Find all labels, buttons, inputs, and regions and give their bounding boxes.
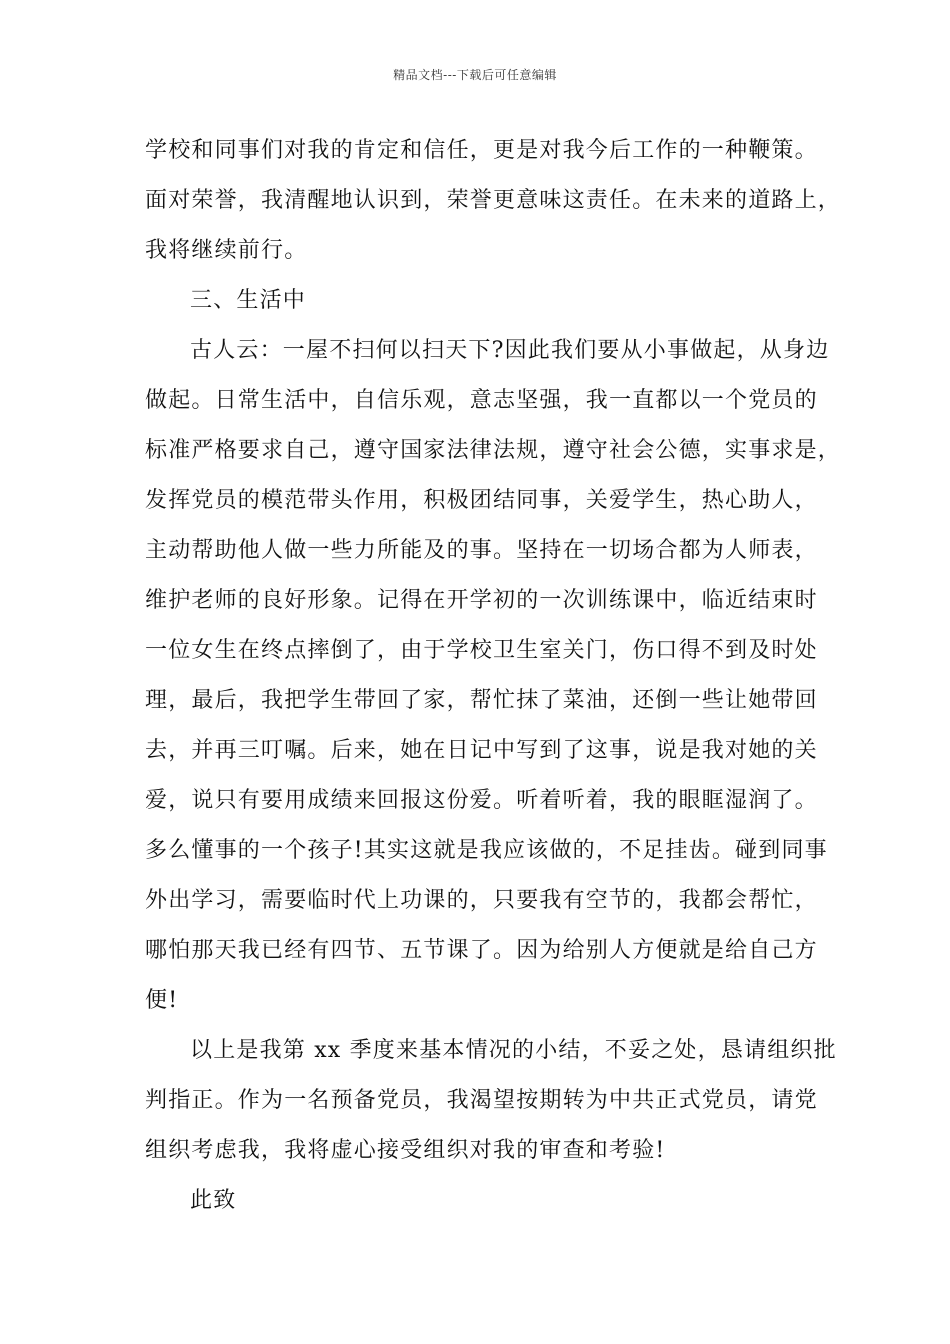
body-line: 维护老师的良好形象。记得在开学初的一次训练课中，临近结束时 [145,588,818,613]
section-heading: 三、生活中 [190,288,307,313]
body-line: 我将继续前行。 [145,238,308,263]
body-line: 判指正。作为一名预备党员，我渴望按期转为中共正式党员，请党 [145,1088,818,1113]
body-line: 标准严格要求自己，遵守国家法律法规，遵守社会公德，实事求是， [145,438,842,463]
page-header: 精品文档---下载后可任意编辑 [393,68,557,82]
body-line: 去，并再三叮嘱。后来，她在日记中写到了这事，说是我对她的关 [145,738,818,763]
body-line: 哪怕那天我已经有四节、五节课了。因为给别人方便就是给自己方 [145,938,818,963]
body-line: 发挥党员的模范带头作用，积极团结同事，关爱学生，热心助人， [145,488,818,513]
body-line: 多么懂事的一个孩子!其实这就是我应该做的，不足挂齿。碰到同事 [145,838,828,863]
body-line: 主动帮助他人做一些力所能及的事。坚持在一切场合都为人师表， [145,538,818,563]
body-line: 便! [145,988,179,1013]
body-line: 组织考虑我，我将虚心接受组织对我的审查和考验! [145,1138,666,1163]
body-line: 一位女生在终点摔倒了，由于学校卫生室关门，伤口得不到及时处 [145,638,818,663]
body-line: 学校和同事们对我的肯定和信任，更是对我今后工作的一种鞭策。 [145,138,818,163]
body-line: 外出学习，需要临时代上功课的，只要我有空节的，我都会帮忙， [145,888,818,913]
body-line: 面对荣誉，我清醒地认识到，荣誉更意味这责任。在未来的道路上， [145,188,842,213]
closing-line: 此致 [190,1188,237,1213]
body-line: 古人云：一屋不扫何以扫天下?因此我们要从小事做起，从身边 [190,338,830,363]
body-line: 理，最后，我把学生带回了家，帮忙抹了菜油，还倒一些让她带回 [145,688,818,713]
body-line: 爱，说只有要用成绩来回报这份爱。听着听着，我的眼眶湿润了。 [145,788,818,813]
body-line: 以上是我第 xx 季度来基本情况的小结，不妥之处，恳请组织批 [190,1038,837,1063]
body-line: 做起。日常生活中，自信乐观，意志坚强，我一直都以一个党员的 [145,388,818,413]
